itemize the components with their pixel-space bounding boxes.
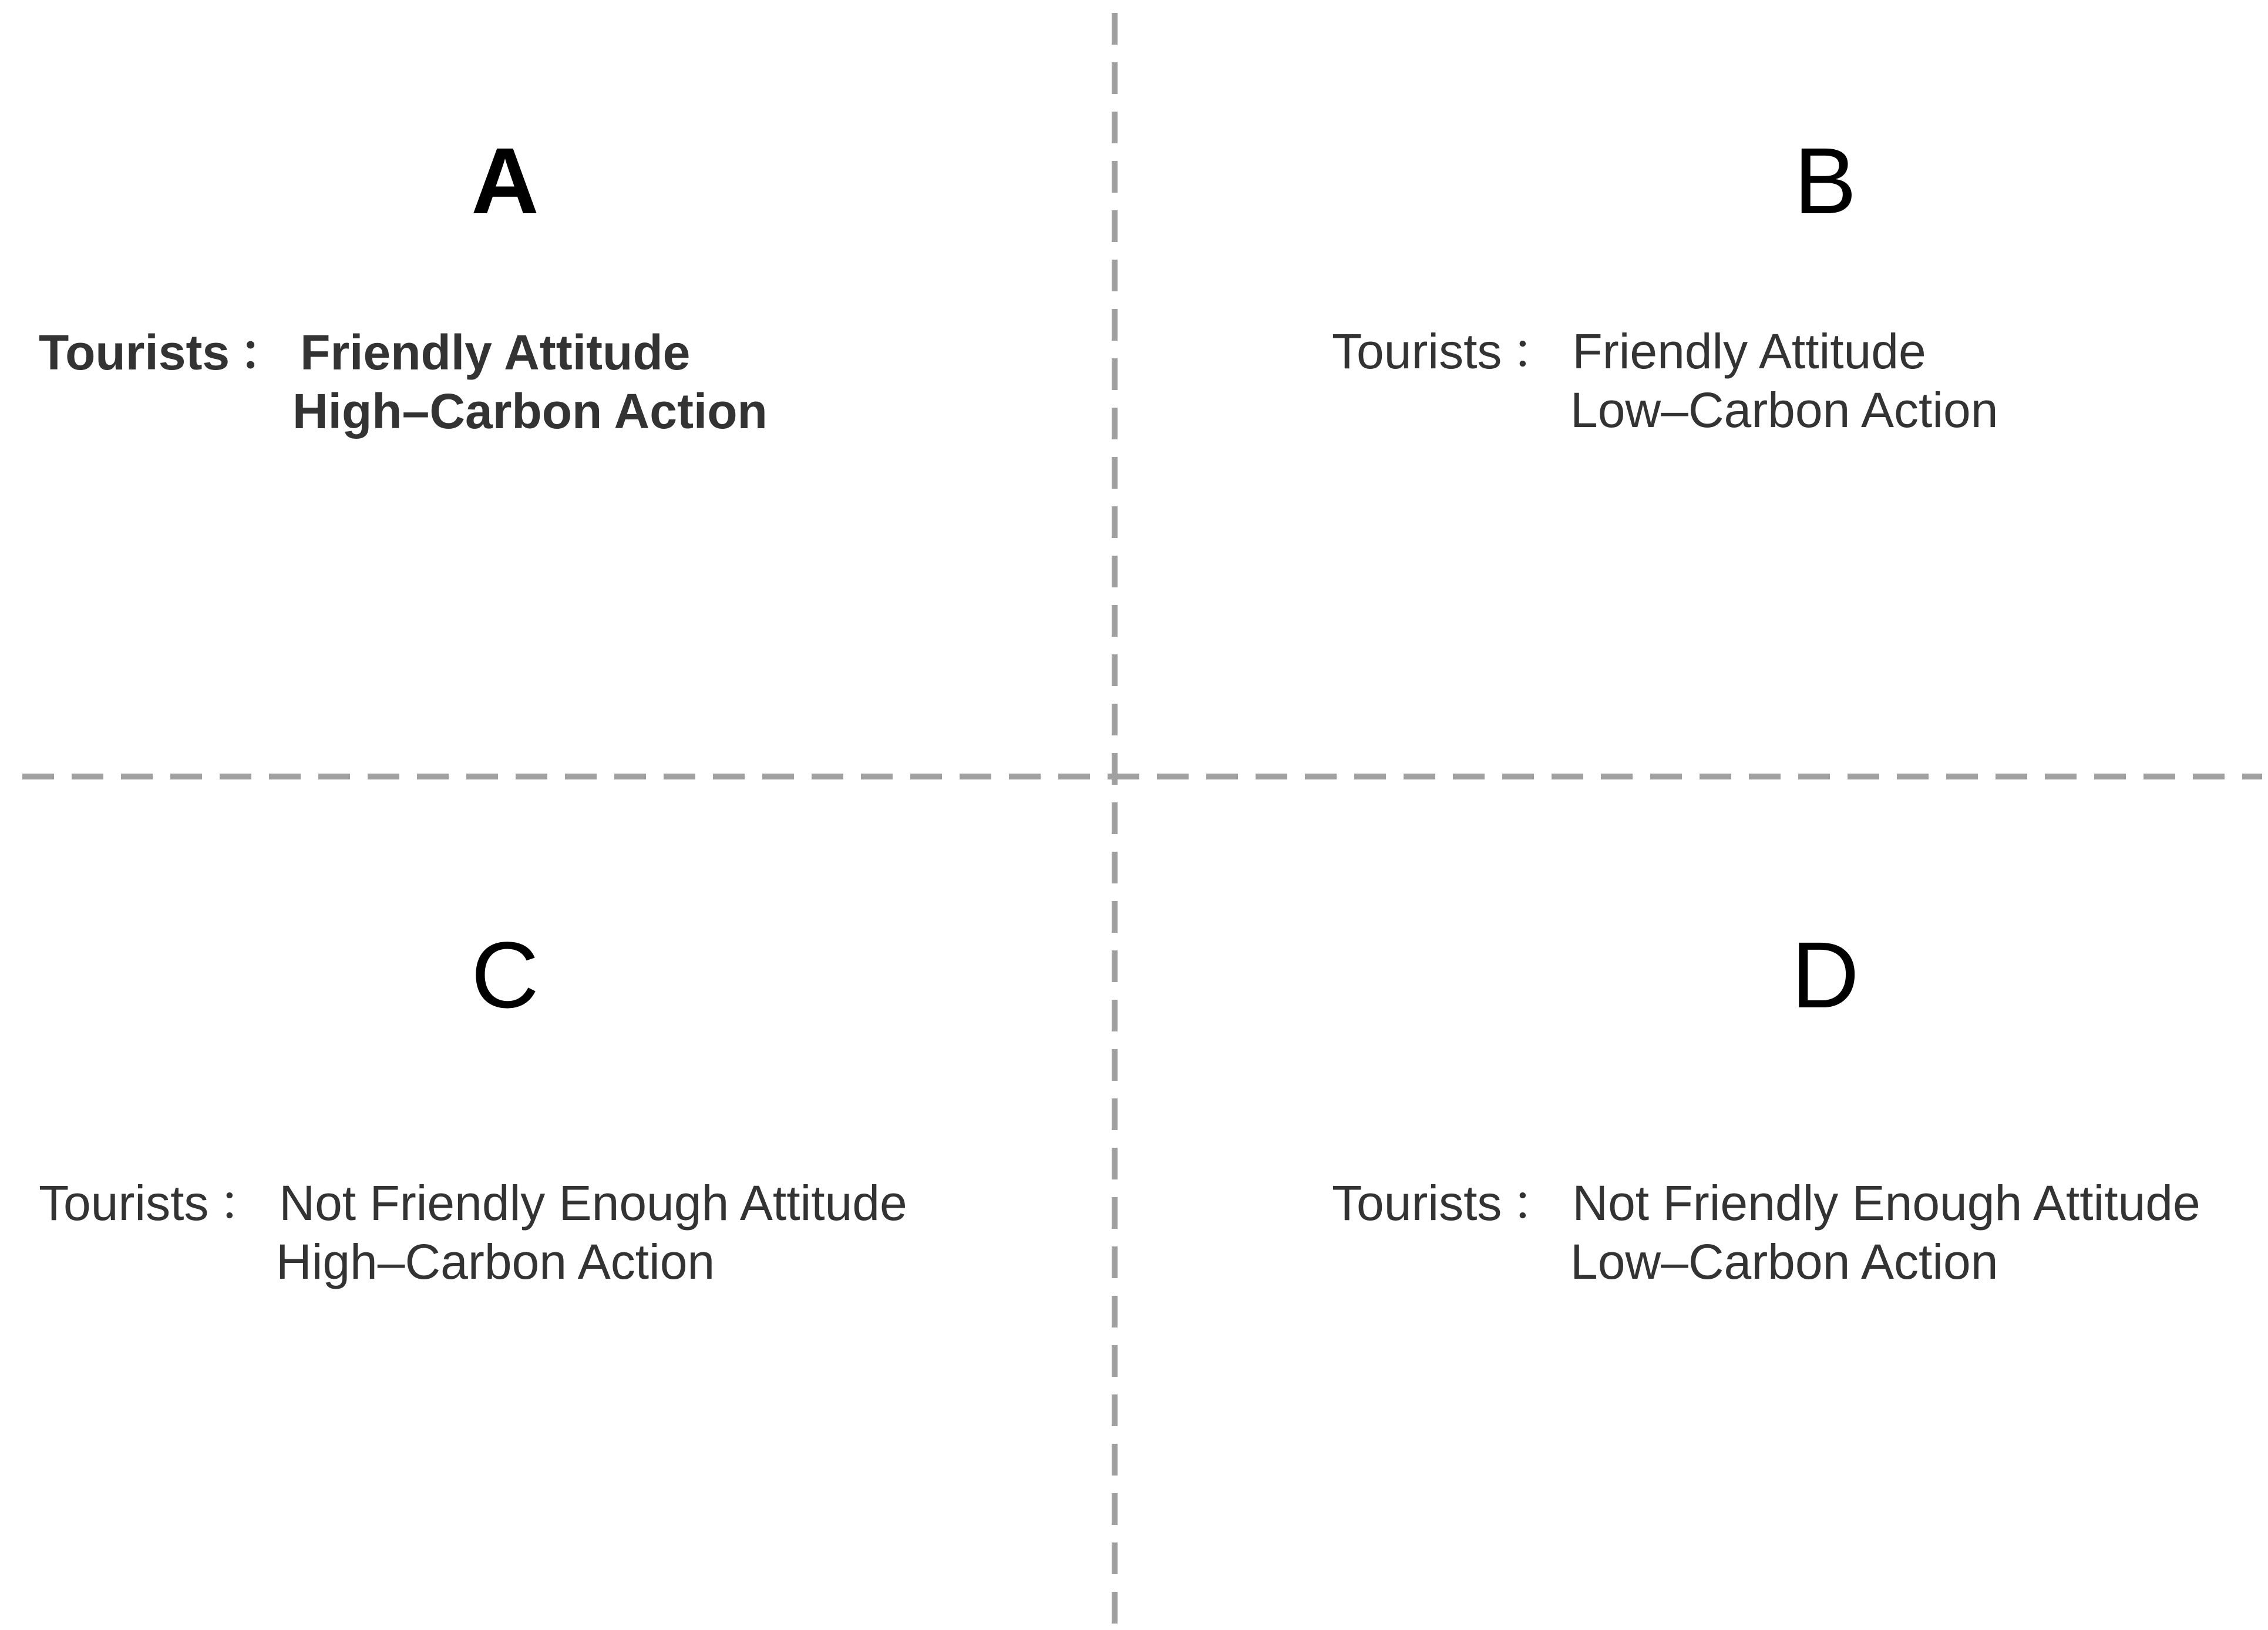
- quadrant-c-action: High–Carbon Action: [276, 1234, 715, 1289]
- quadrant-b-action: Low–Carbon Action: [1570, 382, 1998, 438]
- quadrant-b-attitude: Friendly Attitude: [1572, 324, 1926, 379]
- quadrant-b-letter: B: [1793, 128, 1857, 233]
- quadrant-d-description: [1332, 1174, 2200, 1291]
- quadrant-d-letter: D: [1791, 922, 1859, 1027]
- quadrant-c-letter: C: [471, 922, 539, 1027]
- quadrant-a-separator: ：: [239, 325, 289, 380]
- quadrant-d-prefix: Tourists: [1332, 1175, 1502, 1231]
- quadrant-a-letter: A: [471, 128, 539, 233]
- quadrant-a-action: High–Carbon Action: [292, 384, 768, 439]
- quadrant-a-description: [39, 323, 768, 441]
- quadrant-a-attitude: Friendly Attitude: [300, 325, 691, 380]
- quadrant-c-separator: ：: [218, 1175, 268, 1231]
- quadrant-c-description: [39, 1174, 907, 1291]
- quadrant-c-prefix: Tourists: [39, 1175, 209, 1231]
- quadrant-b-description: [1332, 322, 1998, 439]
- quadrant-b-prefix: Tourists: [1332, 324, 1502, 379]
- quadrant-a-prefix: Tourists: [39, 325, 230, 380]
- quadrant-d-attitude: Not Friendly Enough Attitude: [1572, 1175, 2200, 1231]
- quadrant-d-action: Low–Carbon Action: [1570, 1234, 1998, 1289]
- quadrant-b-separator: ：: [1511, 324, 1561, 379]
- quadrant-c-attitude: Not Friendly Enough Attitude: [279, 1175, 907, 1231]
- quadrant-d-separator: ：: [1511, 1175, 1561, 1231]
